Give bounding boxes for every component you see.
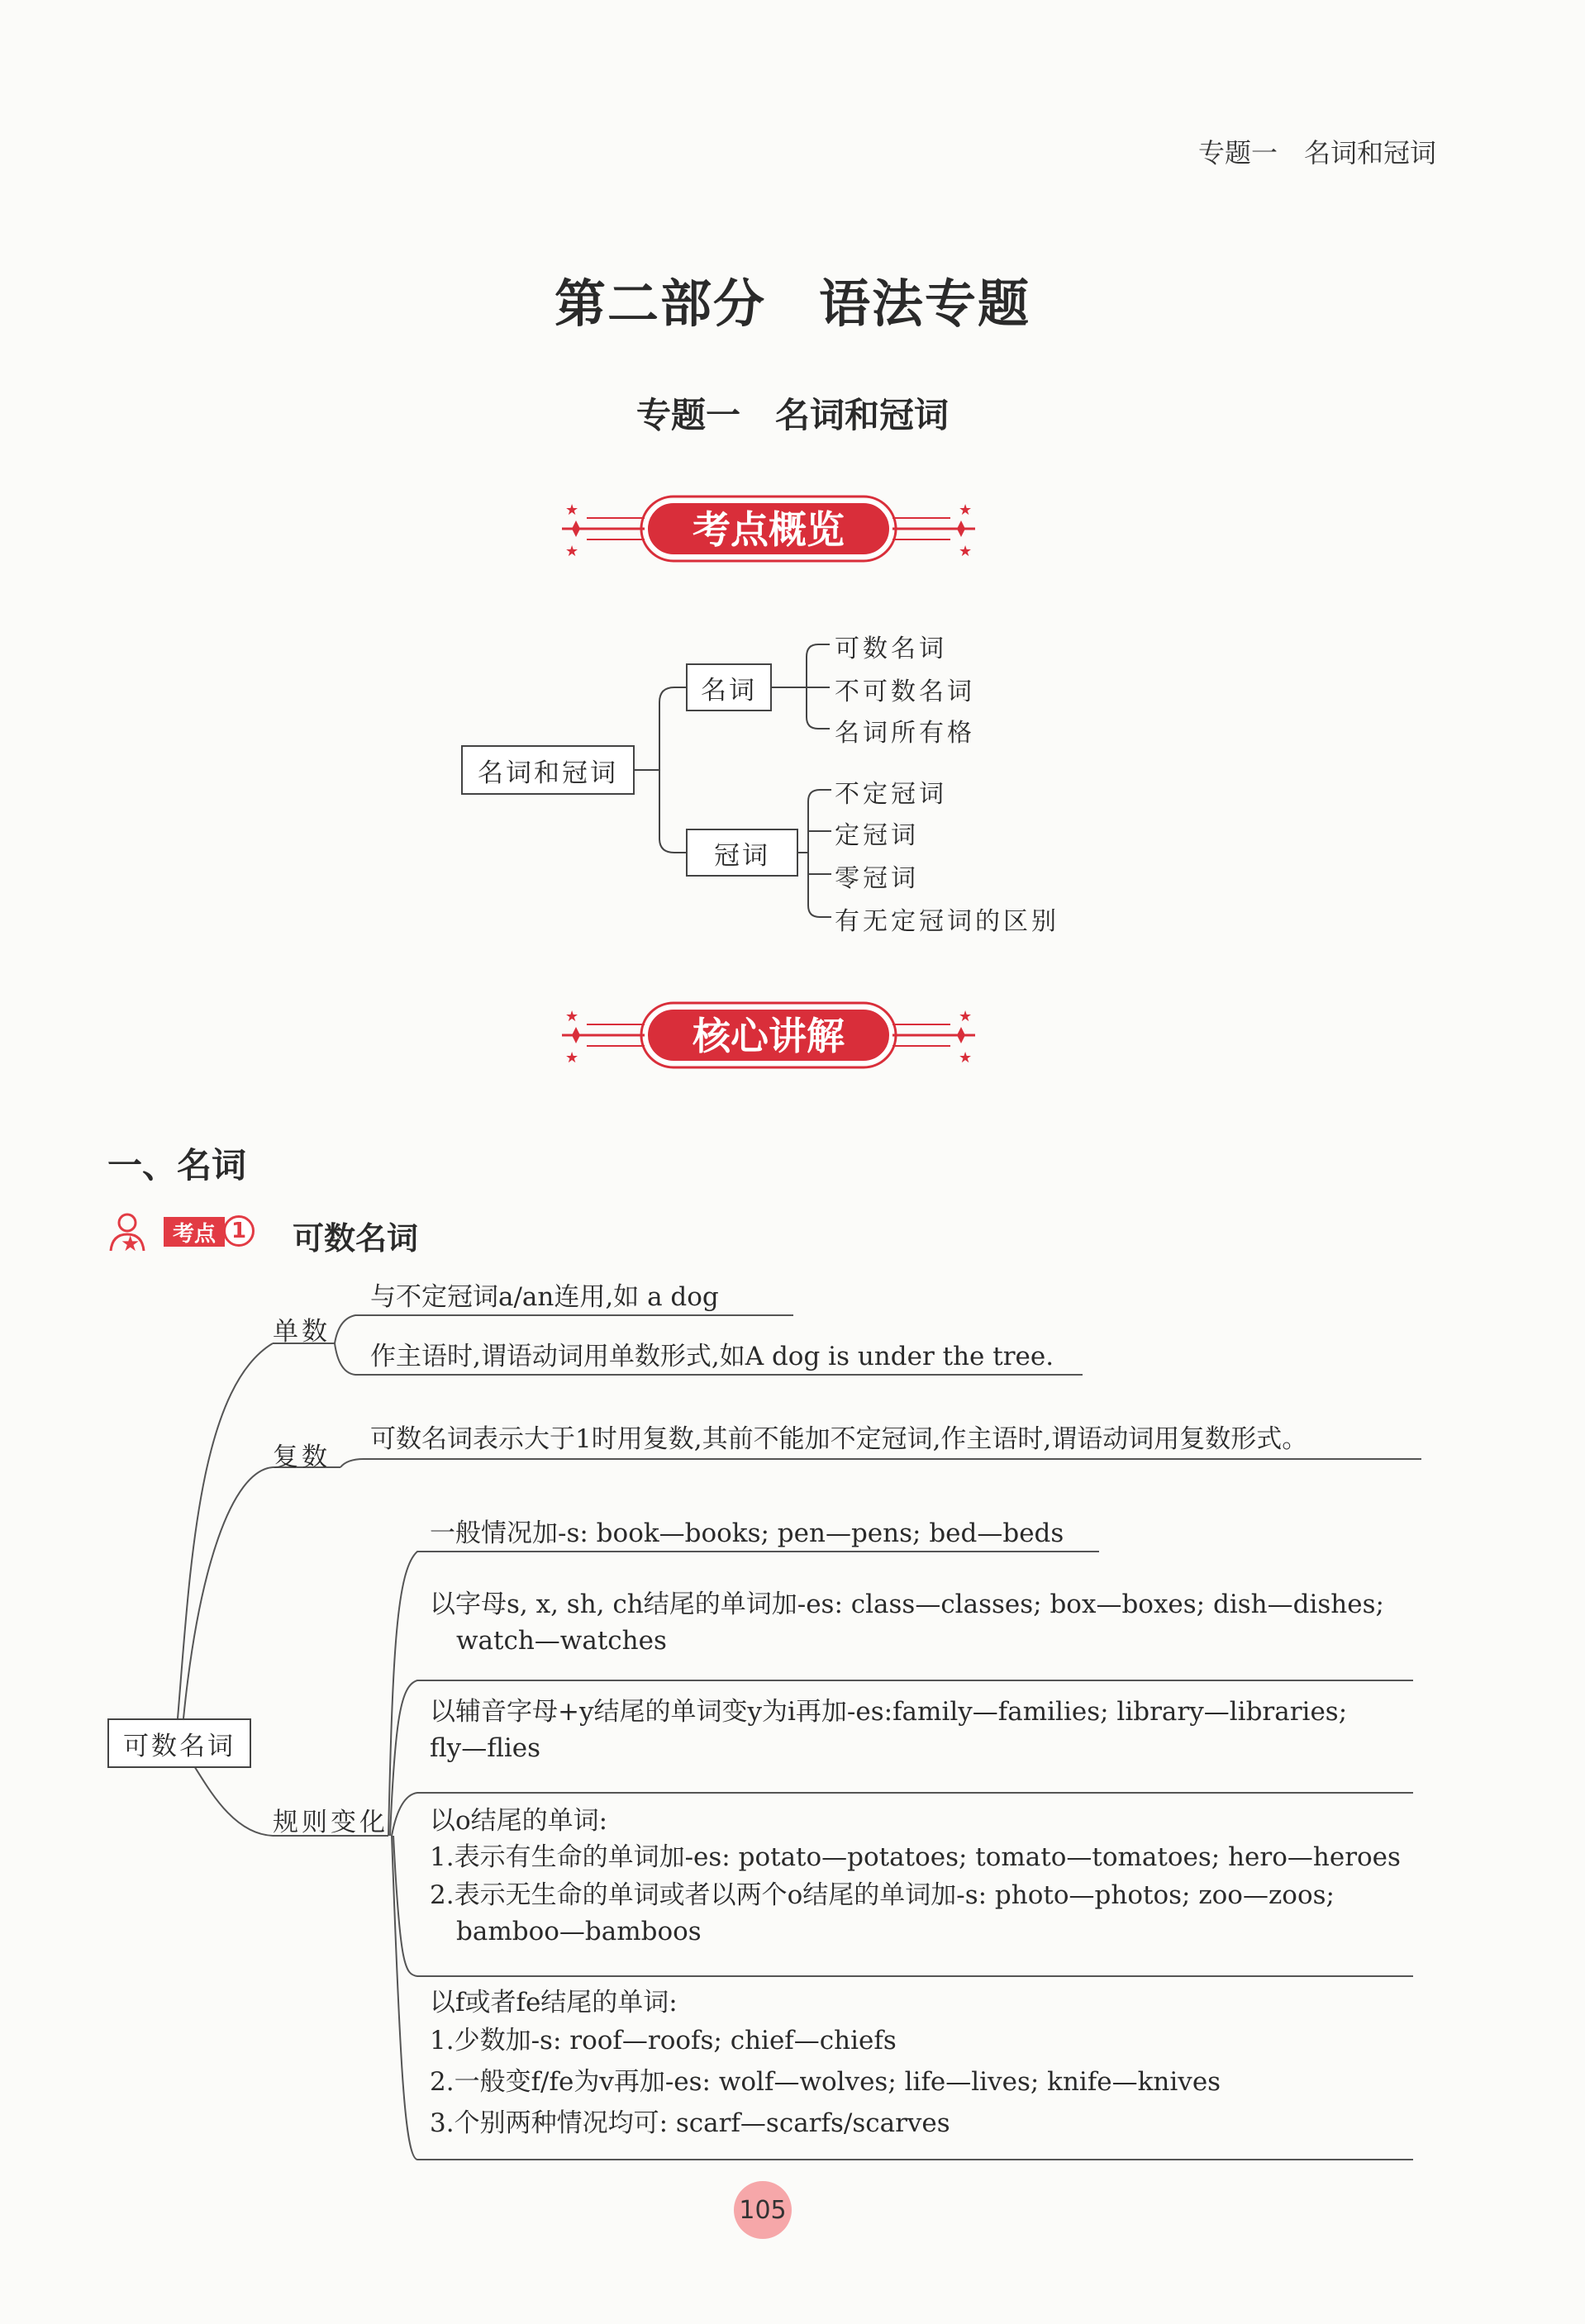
svg-text:★: ★: [959, 1049, 973, 1067]
kaodian-label: 考点: [164, 1217, 225, 1247]
plural-rule: 可数名词表示大于1时用复数,其前不能加不定冠词,作主语时,谓语动词用复数形式。: [370, 1424, 1308, 1454]
topic-title: 专题一 名词和冠词: [635, 395, 949, 435]
rule-es: 以字母s, x, sh, ch结尾的单词加-es: class—classes; box—boxes; dish—dishes;: [430, 1590, 1384, 1619]
singular-rule: 与不定冠词a/an连用,如 a dog: [370, 1282, 719, 1312]
part-title: 第二部分 语法专题: [554, 273, 1030, 334]
kaodian-number: 1: [223, 1215, 255, 1247]
rule-f-item: 2.一般变f/fe为v再加-es: wolf—wolves; life—lives; knife—knives: [430, 2067, 1221, 2097]
overview-noun-item: 不可数名词: [835, 677, 975, 706]
singular-rule: 作主语时,谓语动词用单数形式,如A dog is under the tree.: [370, 1342, 1054, 1371]
overview-article-item: 零冠词: [835, 864, 919, 893]
svg-text:★: ★: [121, 1232, 140, 1254]
overview-article-item: 有无定冠词的区别: [835, 907, 1059, 936]
svg-text:★: ★: [959, 501, 973, 519]
core-banner-text: 核心讲解: [693, 1014, 845, 1058]
branch-plural-label: 复数: [273, 1442, 331, 1472]
svg-text:★: ★: [959, 543, 973, 560]
overview-article-item: 不定冠词: [835, 780, 947, 809]
branch-singular-label: 单数: [273, 1317, 331, 1347]
svg-text:★: ★: [565, 543, 579, 560]
rule-f-item: 1.少数加-s: roof—roofs; chief—chiefs: [430, 2026, 897, 2055]
overview-noun-item: 名词所有格: [835, 719, 975, 748]
rule-general: 一般情况加-s: book—books; pen—pens; bed—beds: [430, 1518, 1064, 1548]
overview-banner-text: 考点概览: [693, 507, 845, 552]
overview-noun-item: 可数名词: [835, 634, 947, 663]
rule-o-heading: 以o结尾的单词:: [430, 1806, 608, 1836]
svg-text:★: ★: [565, 1049, 579, 1067]
overview-article-item: 定冠词: [835, 821, 919, 850]
svg-text:★: ★: [565, 501, 579, 519]
overview-noun-node: 名词: [686, 663, 772, 711]
rule-es-cont: watch—watches: [456, 1626, 667, 1656]
svg-text:★: ★: [959, 1008, 973, 1025]
rule-f-heading: 以f或者fe结尾的单词:: [430, 1988, 678, 2017]
page-number: 105: [734, 2181, 792, 2239]
section-heading: 一、名词: [107, 1145, 247, 1186]
svg-text:★: ★: [565, 1008, 579, 1025]
rule-o-item: 2.表示无生命的单词或者以两个o结尾的单词加-s: photo—photos; zoo—zoos;: [430, 1880, 1335, 1910]
rule-y-cont: fly—flies: [430, 1733, 541, 1763]
running-header: 专题一 名词和冠词: [1197, 137, 1436, 169]
rule-o-item: 1.表示有生命的单词加-es: potato—potatoes; tomato—tomatoes; hero—heroes: [430, 1842, 1401, 1872]
overview-article-node: 冠词: [686, 829, 798, 877]
overview-root-node: 名词和冠词: [461, 745, 635, 795]
branch-rules-label: 规则变化: [273, 1808, 388, 1837]
kaodian-title: 可数名词: [293, 1220, 419, 1257]
rule-f-item: 3.个别两种情况均可: scarf—scarfs/scarves: [430, 2108, 950, 2138]
rule-y: 以辅音字母+y结尾的单词变y为i再加-es:family—families; library—libraries;: [430, 1697, 1348, 1727]
rule-o-item-cont: bamboo—bamboos: [456, 1917, 702, 1946]
countable-root-node: 可数名词: [107, 1718, 251, 1768]
